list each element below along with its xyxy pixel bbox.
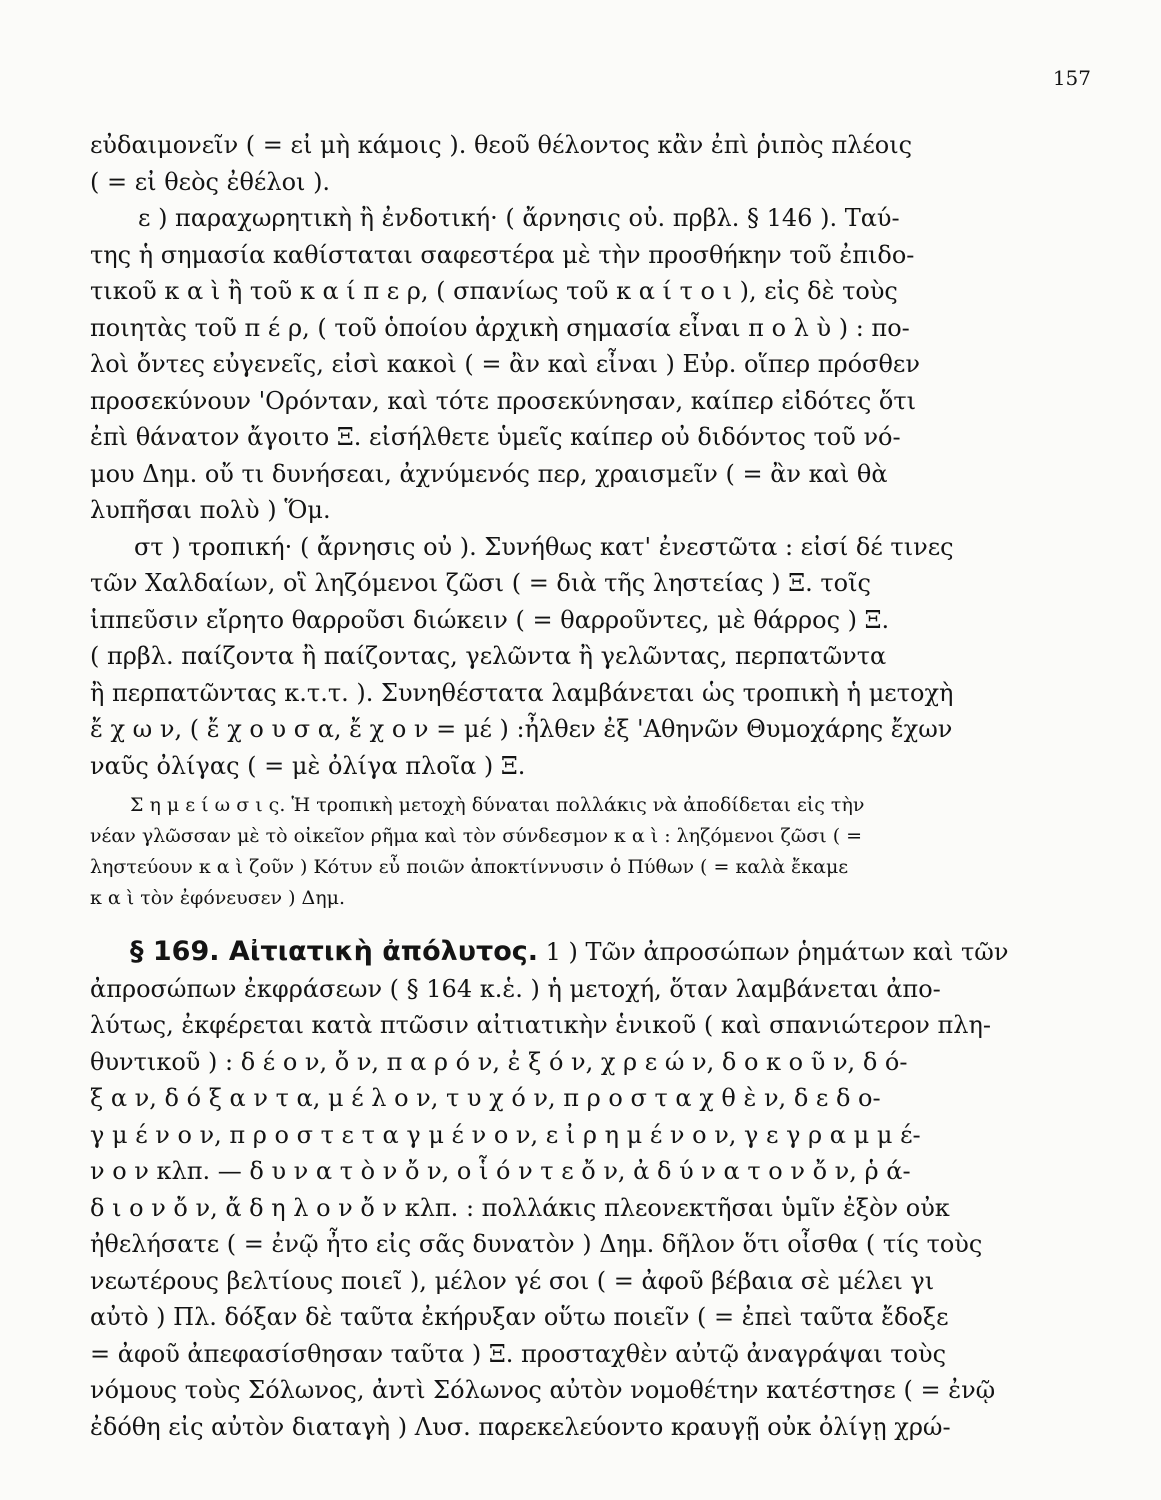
text-line: τῶν Χαλδαίων, οἳ ληζόμενοι ζῶσι ( = διὰ τῆς ληστείας ) Ξ. τοῖς <box>90 569 871 597</box>
note-line: ληστεύουν κ α ὶ ζοῦν ) Κότυν εὖ ποιῶν ἀποκτίννυσιν ὁ Πύθων ( = καλὰ ἔκαμε <box>90 856 849 878</box>
text-line: θυντικοῦ ) : δ έ ο ν, ὄ ν, π α ρ ό ν, ἐ ξ ό ν, χ ρ ε ώ ν, δ ο κ ο ῦ ν, δ ό- <box>90 1047 908 1076</box>
section-first-line <box>90 934 1093 971</box>
page-body <box>90 127 1093 1445</box>
paragraph-participle-concessive <box>90 127 1093 529</box>
section-first-line-text: 1 ) Τῶν ἀπροσώπων ῥημάτων καὶ τῶν <box>545 938 1009 966</box>
text-line: ἐδόθη εἰς αὐτὸν διαταγὴ ) Λυσ. παρεκελεύοντο κραυγῇ οὐκ ὀλίγῃ χρώ- <box>90 1412 951 1441</box>
text-line: ξ α ν, δ ό ξ α ν τ α, μ έ λ ο ν, τ υ χ ό ν, π ρ ο σ τ α χ θ ὲ ν, δ ε δ ο- <box>90 1084 881 1112</box>
text-line: στ ) τροπική· ( ἄρνησις οὐ ). Συνήθως κατ' ἐνεστῶτα : εἰσί δέ τινες <box>134 532 954 561</box>
paragraph-participle-modal <box>90 529 1093 785</box>
text-line: ἔ χ ω ν, ( ἔ χ ο υ σ α, ἔ χ ο ν = μέ ) :ἦλθεν ἐξ 'Αθηνῶν Θυμοχάρης ἔχων <box>90 715 953 743</box>
note-line: κ α ὶ τὸν ἐφόνευσεν ) Δημ. <box>90 887 346 909</box>
text-line: ἢ περπατῶντας κ.τ.τ. ). Συνηθέστατα λαμβάνεται ὡς τροπικὴ ἡ μετοχὴ <box>90 678 954 707</box>
text-line: της ἡ σημασία καθίσταται σαφεστέρα μὲ τὴν προσθήκην τοῦ ἐπιδο- <box>90 240 915 269</box>
text-line: ἠθελήσατε ( = ἐνῷ ἦτο εἰς σᾶς δυνατὸν ) Δημ. δῆλον ὅτι οἶσθα ( τίς τοὺς <box>90 1230 983 1258</box>
text-line: νεωτέρους βελτίους ποιεῖ ), μέλον γέ σοι ( = ἀφοῦ βέβαια σὲ μέλει γι <box>90 1266 935 1295</box>
text-line: ἱππεῦσιν εἴρητο θαρροῦσι διώκειν ( = θαρροῦντες, μὲ θάρρος ) Ξ. <box>90 605 890 634</box>
text-line: λύτως, ἐκφέρεται κατὰ πτῶσιν αἰτιατικὴν ἑνικοῦ ( καὶ σπανιώτερον πλη- <box>90 1011 991 1039</box>
note-line: Σ η μ ε ί ω σ ι ς. Ἡ τροπικὴ μετοχὴ δύναται πολλάκις νὰ ἀποδίδεται εἰς τὴν <box>130 794 865 816</box>
text-line: ( πρβλ. παίζοντα ἢ παίζοντας, γελῶντα ἢ γελῶντας, περπατῶντα <box>90 642 887 670</box>
text-line: ε ) παραχωρητικὴ ἢ ἐνδοτική· ( ἄρνησις οὐ. πρβλ. § 146 ). Ταύ- <box>138 204 900 232</box>
text-line: δ ι ο ν ὄ ν, ἄ δ η λ ο ν ὄ ν κλπ. : πολλάκις πλεονεκτῆσαι ὑμῖν ἐξὸν οὐκ <box>90 1193 950 1222</box>
text-line: νόμους τοὺς Σόλωνος, ἀντὶ Σόλωνος αὐτὸν νομοθέτην κατέστησε ( = ἐνῷ <box>90 1376 996 1404</box>
note-line: νέαν γλῶσσαν μὲ τὸ οἰκεῖον ρῆμα καὶ τὸν σύνδεσμον κ α ὶ : ληζόμενοι ζῶσι ( = <box>90 825 863 847</box>
text-line: ναῦς ὀλίγας ( = μὲ ὀλίγα πλοῖα ) Ξ. <box>90 751 526 780</box>
text-line: αὐτὸ ) Πλ. δόξαν δὲ ταῦτα ἐκήρυξαν οὕτω ποιεῖν ( = ἐπεὶ ταῦτα ἔδοξε <box>90 1303 949 1331</box>
text-line: ( = εἰ θεὸς ἐθέλοι ). <box>90 167 331 196</box>
text-line: τικοῦ κ α ὶ ἢ τοῦ κ α ί π ε ρ, ( σπανίως τοῦ κ α ί τ ο ι ), εἰς δὲ τοὺς <box>90 277 898 305</box>
text-line: ἀπροσώπων ἐκφράσεων ( § 164 κ.ἑ. ) ἡ μετοχή, ὅταν λαμβάνεται ἀπο- <box>90 974 941 1003</box>
text-line: μου Δημ. οὔ τι δυνήσεαι, ἀχνύμενός περ, χραισμεῖν ( = ἂν καὶ θὰ <box>90 459 888 488</box>
section-169 <box>90 934 1093 1445</box>
section-heading: § 169. Αἰτιατικὴ ἀπόλυτος. <box>130 936 539 967</box>
note-block <box>90 790 1093 914</box>
text-line: ποιητὰς τοῦ π έ ρ, ( τοῦ ὁποίου ἀρχικὴ σημασία εἶναι π ο λ ὺ ) : πο- <box>90 313 910 342</box>
text-line: ν ο ν κλπ. — δ υ ν α τ ὸ ν ὄ ν, ο ἷ ό ν τ ε ὄ ν, ἀ δ ύ ν α τ ο ν ὄ ν, ῥ ά- <box>90 1157 911 1185</box>
text-line: ἐπὶ θάνατον ἄγοιτο Ξ. εἰσήλθετε ὑμεῖς καίπερ οὐ διδόντος τοῦ νό- <box>90 423 901 451</box>
text-line: εὐδαιμονεῖν ( = εἰ μὴ κάμοις ). θεοῦ θέλοντος κἂν ἐπὶ ῥιπὸς πλέοις <box>90 131 913 159</box>
text-line: = ἀφοῦ ἀπεφασίσθησαν ταῦτα ) Ξ. προσταχθὲν αὐτῷ ἀναγράψαι τοὺς <box>90 1339 947 1368</box>
text-line: λοὶ ὄντες εὐγενεῖς, εἰσὶ κακοὶ ( = ἂν καὶ εἶναι ) Εὐρ. οἵπερ πρόσθεν <box>90 350 920 378</box>
text-line: γ μ έ ν ο ν, π ρ ο σ τ ε τ α γ μ έ ν ο ν, ε ἰ ρ η μ έ ν ο ν, γ ε γ ρ α μ μ έ- <box>90 1120 921 1149</box>
page-number: 157 <box>1052 66 1091 90</box>
text-line: λυπῆσαι πολὺ ) Ὅμ. <box>90 496 331 524</box>
text-line: προσεκύνουν 'Ορόνταν, καὶ τότε προσεκύνησαν, καίπερ εἰδότες ὅτι <box>90 386 917 415</box>
